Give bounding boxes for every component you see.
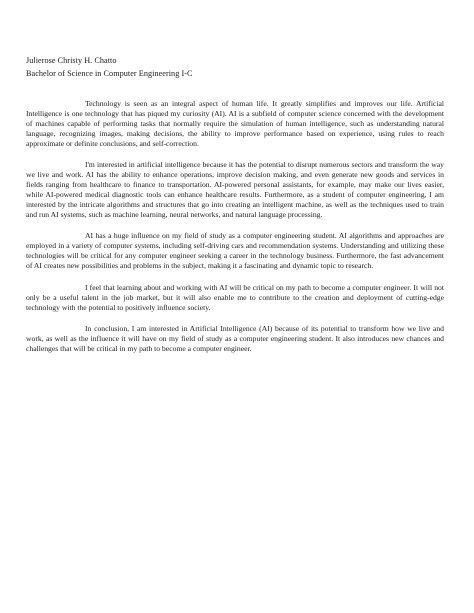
document-header [26,55,193,80]
essay-body [26,99,444,354]
paragraph-2: I'm interested in artificial intelligence because it has the potential to disrupt numerous sectors and transform the way we live and work. AI has the ability to enhance operations, improve decision making, and even generate new goods and services in fields ranging from healthcare to finance to transportation. AI-powered personal assistants, for example, may make our lives easier, while AI-powered medical diagnostic tools can enhance healthcare results. Furthermore, as a student of computer engineering, I am interested by the intricate algorithms and structures that go into creating an intelligent machine, as well as the techniques used to train and run AI systems, such as machine learning, neural networks, and natural language processing. [26,160,444,220]
author-name: Julierose Christy H. Chatto [26,56,117,65]
paragraph-1: Technology is seen as an integral aspect of human life. It greatly simplifies and improves our life. Artificial Intelligence is one technology that has piqued my curiosity (AI). AI is a subfield of computer science concerned with the development of machines capable of performing tasks that normally require the simulation of human intelligence, such as understanding natural language, recognizing images, making decisions, the ability to improve performance based on experience, using rules to reach approximate or definite conclusions, and self-correction. [26,99,444,148]
paragraph-3: AI has a huge influence on my field of study as a computer engineering student. AI algorithms and approaches are employed in a variety of computer systems, including self-driving cars and recommendation systems. Understanding and utilizing these technologies will be critical for any computer engineer seeking a career in the technology business. Furthermore, the fast advancement of AI creates new possibilities and problems in the subject, making it a fascinating and dynamic topic to research. [26,231,444,271]
paragraph-5: In conclusion, I am interested in Artificial Intelligence (AI) because of its potential to transform how we live and work, as well as the influence it will have on my field of study as a computer engineering student. It also introduces new chances and challenges that will be critical in my path to become a computer engineer. [26,324,444,354]
degree-program: Bachelor of Science in Computer Engineering I-C [26,68,193,78]
paragraph-4: I feel that learning about and working with AI will be critical on my path to become a computer engineer. It will not only be a useful talent in the job market, but it will also enable me to contribute to the creation and deployment of cutting-edge technology with the potential to positively influence society. [26,282,444,312]
